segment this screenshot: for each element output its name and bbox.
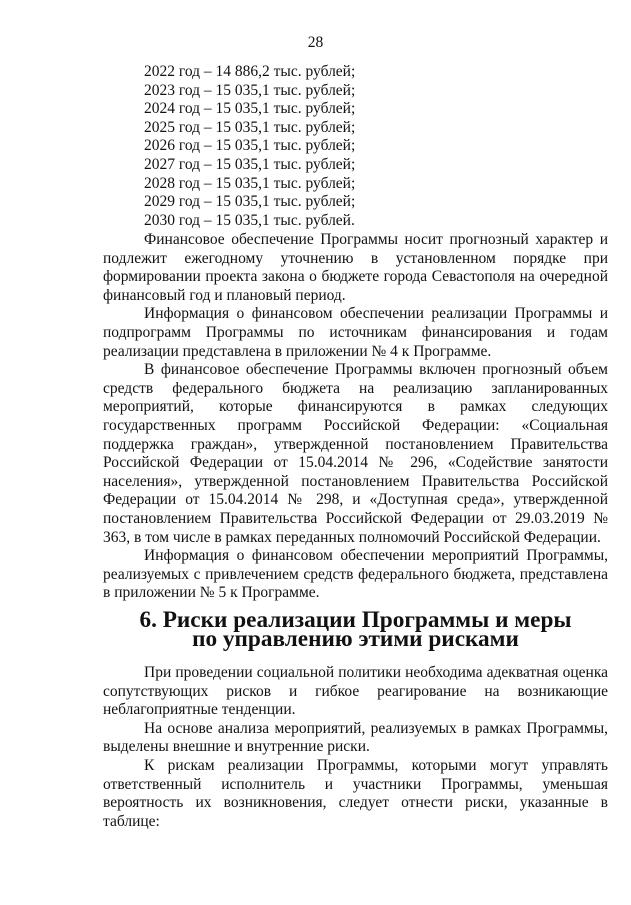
paragraph: При проведении социальной политики необходима адекватная оценка сопутствующих рисков и гибкое реагирование на возникающие неблагоприятные тенденции. [103, 664, 608, 719]
paragraph: На основе анализа мероприятий, реализуемых в рамках Программы, выделены внешние и внутренние риски. [103, 719, 608, 756]
paragraph: Финансовое обеспечение Программы носит прогнозный характер и подлежит ежегодному уточнению в установленном порядке при формировании проекта закона о бюджете города Севастополя на очередной финансовый год и плановый период. [103, 231, 608, 304]
funding-year-item: 2024 год – 15 035,1 тыс. рублей; [144, 100, 356, 118]
funding-year-item: 2022 год – 14 886,2 тыс. рублей; [144, 63, 356, 80]
paragraph: Информация о финансовом обеспечении мероприятий Программы, реализуемых с привлечением средств федерального бюджета, представлена в приложении № 5 к Программе. [103, 547, 608, 602]
funding-year-item: 2026 год – 15 035,1 тыс. рублей; [144, 137, 356, 155]
page-number: 28 [307, 34, 324, 51]
funding-year-item: 2030 год – 15 035,1 тыс. рублей. [144, 211, 355, 229]
funding-year-item: 2023 год – 15 035,1 тыс. рублей; [144, 81, 356, 99]
section-heading-line: по управлению этими рисками [192, 625, 519, 652]
section-heading-line: 6. Риски реализации Программы и меры [139, 607, 572, 633]
risks-section-text [103, 664, 608, 831]
paragraph: В финансовое обеспечение Программы включен прогнозный объем средств федерального бюджета на реализацию запланированных мероприятий, которые финансируются в рамках следующих государственных программ Российской Федерации: «Социальная поддержка граждан», утвержденной постановлением Правительства Российской Федерации от 15.04.2014 № 296, «Содействие занятости населения», утвержденной постановлением Правительства Российской Федерации от 15.04.2014 № 298, и «Доступная среда», утвержденной постановлением Правительства Российской Федерации от 29.03.2019 № 363, в том числе в рамках переданных полномочий Российской Федерации. [103, 361, 608, 546]
funding-year-item: 2029 год – 15 035,1 тыс. рублей; [144, 193, 356, 211]
funding-year-item: 2027 год – 15 035,1 тыс. рублей; [144, 155, 356, 173]
section-heading [103, 607, 608, 652]
financing-section-text [103, 231, 608, 603]
funding-years-list [144, 63, 355, 230]
funding-year-item: 2025 год – 15 035,1 тыс. рублей; [144, 118, 356, 136]
funding-year-item: 2028 год – 15 035,1 тыс. рублей; [144, 174, 356, 192]
paragraph: К рискам реализации Программы, которыми могут управлять ответственный исполнитель и участники Программы, уменьшая вероятность их возникновения, следует отнести риски, указанные в таблице: [103, 756, 608, 830]
paragraph: Информация о финансовом обеспечении реализации Программы и подпрограмм Программы по источникам финансирования и годам реализации представлена в приложении № 4 к Программе. [103, 305, 608, 360]
